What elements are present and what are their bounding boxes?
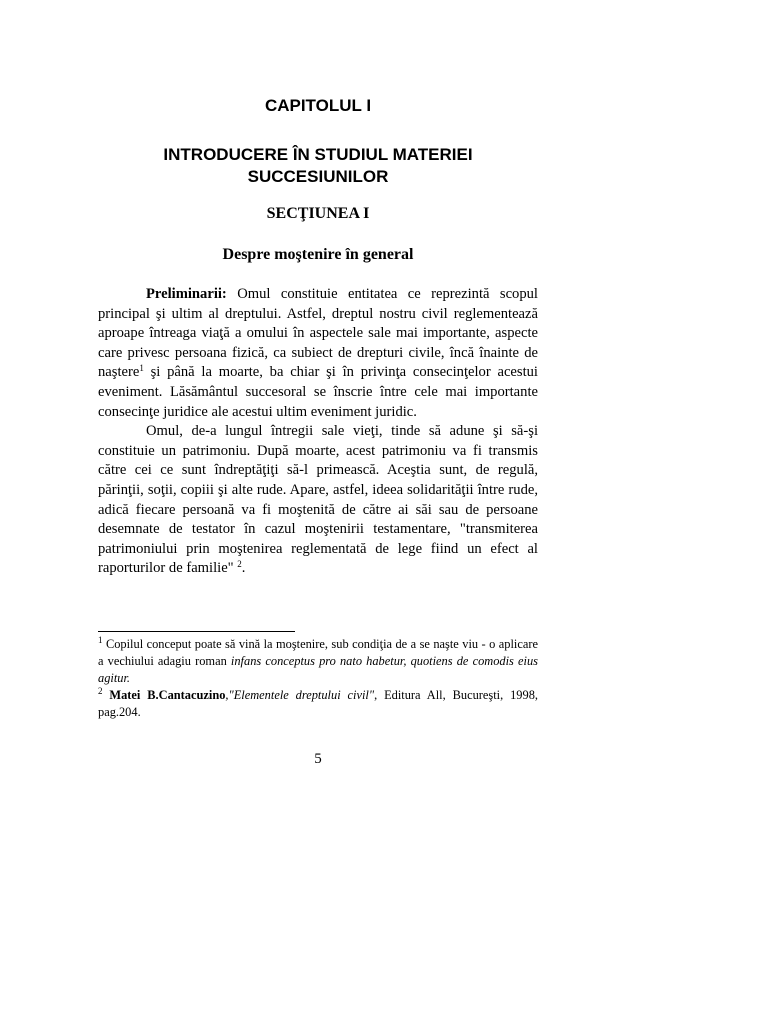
chapter-title [98,144,538,188]
footnote-2-number: 2 [98,686,103,696]
chapter-title-line-2: SUCCESIUNILOR [247,167,389,186]
footnote-1-number: 1 [98,635,103,645]
footnote-1-text: Copilul conceput poate să vină la moştenire, sub condiţia de a se naşte viu - o aplicare a vechiului adagiu roman [98,637,538,668]
footnote-2 [98,687,538,721]
paragraph-2 [98,422,538,579]
paragraph-1-text-a: Omul constituie entitatea ce reprezintă scopul principal şi ultim al dreptului. Astfel, dreptul nostru civil reglementează aproape întreaga viaţă a omului în aspectele sale mai importante, aspecte care privesc persoana fizică, ca subiect de drepturi civile, încă înainte de naştere [98,286,538,381]
footnote-2-work: ,"Elementele dreptului civil" [225,688,375,702]
paragraph-2-text: Omul, de-a lungul întregii sale vieţi, tinde să adune şi să-şi constituie un patrimoniu. După moarte, acest patrimoniu va fi transmis către cei ce sunt îndreptăţiţi să-l primească. Aceştia sunt, de regulă, părinţii, soţii, copiii şi alte rude. Apare, astfel, ideea solidarităţii între rude, adică fiecare persoană va fi moştenită de către ai săi sau de persoane desemnate de testator în cazul moştenirii testamentare, "transmiterea patrimoniului prin moştenirea reglementată de lege fiind un efect al raporturilor de familie" [98,423,538,577]
paragraph-1 [98,285,538,422]
footnote-1 [98,636,538,687]
page-number: 5 [314,751,322,767]
section-subtitle: Despre moştenire în general [222,246,414,263]
footnote-ref-2[interactable]: 2 [237,559,242,570]
paragraph-1-text-b: şi până la moarte, ba chiar şi în privinţa consecinţelor acestui eveniment. Lăsământul succesoral se înscrie între cele mai importante consecinţe juridice ale acestui ultim eveniment juridic. [98,364,538,420]
footnote-ref-1[interactable]: 1 [139,363,144,374]
section-heading: SECŢIUNEA I [266,205,370,222]
paragraph-2-end: . [241,560,246,577]
chapter-title-line-1: INTRODUCERE ÎN STUDIUL MATERIEI [163,145,473,164]
footnote-2-author: Matei B.Cantacuzino [102,688,226,702]
body-text [98,285,538,579]
chapter-heading: CAPITOLUL I [264,96,372,115]
footnotes [98,636,538,721]
footnote-2-rest: , Editura All, Bucureşti, 1998, pag.204. [98,688,538,719]
paragraph-lead: Preliminarii: [146,286,227,302]
footnote-separator [98,631,295,632]
footnote-1-latin: infans conceptus pro nato habetur, quotiens de comodis eius agitur. [98,654,538,685]
